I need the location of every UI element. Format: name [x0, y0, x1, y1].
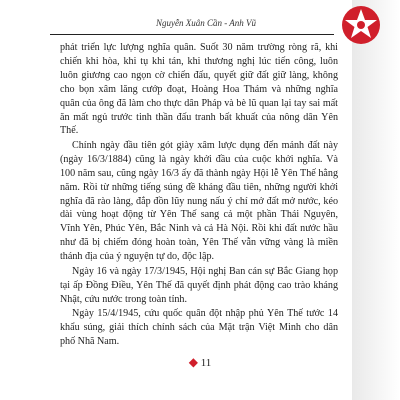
header-rule: [50, 34, 334, 35]
body-text: [60, 41, 338, 349]
publisher-logo: [340, 4, 382, 48]
page-number-bullet-icon: ◆: [188, 355, 198, 369]
page-edge-shadow: [352, 0, 400, 400]
running-header-author: Nguyễn Xuân Cần - Anh Vũ: [155, 18, 257, 28]
page-number: [150, 355, 250, 370]
paragraph-2: Chính ngày đầu tiên gót giày xâm lược dụng đến mảnh đất này (ngày 16/3/1884) cũng là ngày khởi đầu của cuộc khởi nghĩa. Và 100 năm sau, cũng ngày 16/3 ấy đã thành ngày Hội lễ Yên Thế hằng năm. Rồi từ những tiếng súng đề kháng đầu tiên, những người khởi nghĩa đã rào làng, đắp đồn lũy nung nấu ý chí mở đất mở nước, kéo dài vùng hoạt động từ Yên Thế sang cả một phần Thái Nguyên, Vĩnh Yên, Phúc Yên, Bắc Ninh và cả Hà Nội. Rồi khi đất nước hầu như đã bị chiếm đóng hoàn toàn, Yên Thế vẫn vững vàng là miền thánh địa của ý nguyện tự do, độc lập.: [60, 139, 338, 263]
paragraph-1: phát triển lực lượng nghĩa quân. Suốt 30 năm trường ròng rã, khi chiến khi hòa, khi tụ khi tán, khi thương nghị lúc tiến công, luôn luôn giương cao ngọn cờ chiến đấu, quyết giữ đất giữ làng, không cho bọn xâm lăng cướp đoạt, Hoàng Hoa Thám và những nghĩa quân của ông đã làm cho thực dân Pháp và bè lũ quan lại tay sai mất ăn mất ngủ trước tinh thần đấu tranh bất khuất của nông dân Yên Thế.: [60, 42, 338, 137]
publisher-star-emblem-icon: [340, 4, 382, 48]
page-number-value: 11: [200, 357, 212, 369]
paragraph-4: Ngày 15/4/1945, cứu quốc quân đột nhập phủ Yên Thế tước 14 khẩu súng, giải thích chính sách của Mặt trận Việt Minh cho dân phố Nhã Nam.: [60, 308, 338, 347]
paragraph-3: Ngày 16 và ngày 17/3/1945, Hội nghị Ban cán sự Bắc Giang họp tại ấp Đồng Điều, Yên Thế đã quyết định phát động cao trào kháng Nhật, cứu nước trong toàn tỉnh.: [60, 265, 338, 305]
